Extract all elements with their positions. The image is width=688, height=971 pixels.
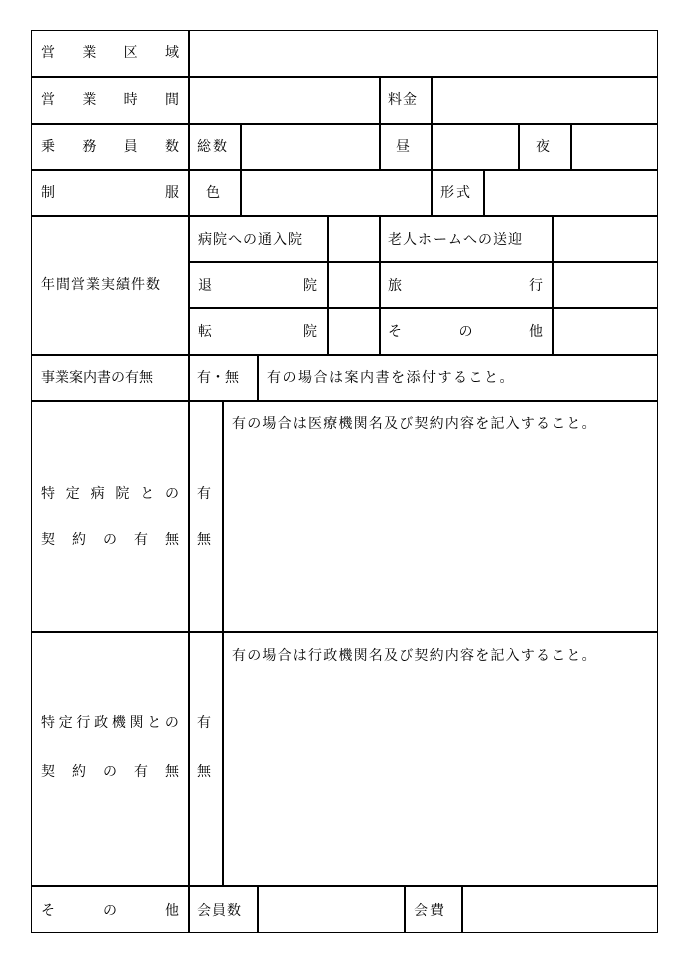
- hospital-contract-label-cell: [31, 401, 189, 632]
- uniform-label-cell: [31, 170, 189, 216]
- crew-day-label: 昼: [396, 139, 410, 155]
- hospital-contract-label-line1: [41, 486, 179, 502]
- label-char: 旅: [388, 278, 402, 294]
- crew-night-field[interactable]: [571, 124, 658, 170]
- label-char: 業: [82, 92, 97, 108]
- uniform-style-label: 形式: [440, 185, 472, 201]
- label-char: 政: [94, 715, 109, 731]
- gov-contract-no[interactable]: 無: [197, 764, 211, 780]
- crew-label-cell: [31, 124, 189, 170]
- results-item-2-left-field[interactable]: [328, 262, 380, 308]
- label-char: の: [164, 486, 179, 502]
- results-item-2-right-field[interactable]: [553, 262, 658, 308]
- label-char: 営: [41, 45, 55, 61]
- other-label: [41, 903, 179, 919]
- uniform-color-label-cell: [189, 170, 241, 216]
- results-item-2-left-label: [198, 278, 317, 294]
- label-char: 約: [72, 764, 86, 780]
- label-char: の: [103, 903, 117, 919]
- label-char: 員: [123, 139, 138, 155]
- label-char: 有: [134, 532, 148, 548]
- brochure-label: 事業案内書の有無: [41, 370, 153, 386]
- hospital-contract-no[interactable]: 無: [197, 532, 211, 548]
- label-char: 区: [123, 45, 138, 61]
- label-char: 退: [198, 278, 212, 294]
- label-char: 他: [529, 324, 543, 340]
- gov-contract-choice-cell[interactable]: [189, 632, 223, 886]
- label-char: 間: [164, 92, 179, 108]
- label-char: 務: [82, 139, 97, 155]
- results-item-3-right-label-cell: [380, 308, 553, 355]
- results-item-3-right-field[interactable]: [553, 308, 658, 355]
- gov-contract-yes[interactable]: 有: [197, 715, 211, 731]
- results-item-1-left-label: 病院への通入院: [198, 232, 303, 248]
- results-item-1-right-label: 老人ホームへの送迎: [388, 232, 523, 248]
- results-item-3-left-label: [198, 324, 317, 340]
- brochure-choice[interactable]: 有・無: [197, 370, 239, 386]
- business-hours-label-cell: [31, 77, 189, 124]
- label-char: 無: [165, 532, 179, 548]
- label-char: 時: [123, 92, 138, 108]
- label-char: 転: [198, 324, 212, 340]
- hospital-contract-label-line2: [41, 532, 179, 548]
- crew-night-label-cell: [519, 124, 571, 170]
- gov-contract-detail-field[interactable]: [223, 632, 658, 886]
- results-item-3-left-field[interactable]: [328, 308, 380, 355]
- results-item-1-left-field[interactable]: [328, 216, 380, 262]
- members-label-cell: [189, 886, 258, 933]
- results-item-1-right-field[interactable]: [553, 216, 658, 262]
- fee-label-cell: [380, 77, 432, 124]
- fee-value-field[interactable]: [432, 77, 658, 124]
- crew-total-label-cell: [189, 124, 241, 170]
- label-char: 特: [41, 715, 55, 731]
- label-char: そ: [41, 903, 55, 919]
- label-char: 業: [82, 45, 97, 61]
- uniform-color-field[interactable]: [241, 170, 432, 216]
- label-char: の: [164, 715, 179, 731]
- business-area-label: [41, 45, 179, 61]
- label-char: 有: [134, 764, 148, 780]
- fee-label: 料金: [388, 92, 418, 108]
- label-char: 他: [165, 903, 179, 919]
- label-char: 機: [111, 715, 126, 731]
- label-char: 契: [41, 532, 55, 548]
- membership-fee-field[interactable]: [462, 886, 658, 933]
- gov-contract-label-line2: [41, 764, 179, 780]
- label-char: 院: [303, 278, 317, 294]
- label-char: と: [147, 715, 162, 731]
- gov-contract-label-line1: [41, 715, 179, 731]
- label-char: 特: [41, 486, 55, 502]
- label-char: 行: [529, 278, 543, 294]
- label-char: 関: [129, 715, 144, 731]
- uniform-style-field[interactable]: [484, 170, 658, 216]
- gov-contract-note: 有の場合は行政機関名及び契約内容を記入すること。: [232, 648, 597, 664]
- business-hours-value-field[interactable]: [189, 77, 380, 124]
- hospital-contract-note: 有の場合は医療機関名及び契約内容を記入すること。: [232, 416, 597, 432]
- crew-night-label: 夜: [536, 139, 550, 155]
- results-item-3-left-label-cell: [189, 308, 328, 355]
- results-item-2-left-label-cell: [189, 262, 328, 308]
- crew-day-field[interactable]: [432, 124, 519, 170]
- results-item-2-right-label-cell: [380, 262, 553, 308]
- other-label-cell: [31, 886, 189, 933]
- brochure-note-cell: [258, 355, 658, 401]
- label-char: 制: [41, 185, 55, 201]
- label-char: 契: [41, 764, 55, 780]
- gov-contract-label-cell: [31, 632, 189, 886]
- label-char: 域: [164, 45, 179, 61]
- results-item-2-right-label: [388, 278, 543, 294]
- label-char: 乗: [41, 139, 55, 155]
- label-char: 約: [72, 532, 86, 548]
- label-char: 院: [303, 324, 317, 340]
- brochure-note: 有の場合は案内書を添付すること。: [267, 370, 515, 386]
- results-item-1-left-label-cell: [189, 216, 328, 262]
- label-char: 定: [58, 715, 73, 731]
- crew-day-label-cell: [380, 124, 432, 170]
- members-label: 会員数: [197, 903, 242, 919]
- uniform-label: [41, 185, 179, 201]
- hospital-contract-choice-cell[interactable]: [189, 401, 223, 632]
- label-char: そ: [388, 324, 402, 340]
- label-char: 数: [164, 139, 179, 155]
- brochure-label-cell: [31, 355, 189, 401]
- label-char: 営: [41, 92, 55, 108]
- business-hours-label: [41, 92, 179, 108]
- business-area-value-field[interactable]: [189, 30, 658, 77]
- membership-fee-label: 会費: [414, 903, 446, 919]
- uniform-style-label-cell: [432, 170, 484, 216]
- business-area-label-cell: [31, 30, 189, 77]
- label-char: 定: [65, 486, 80, 502]
- label-char: の: [103, 532, 117, 548]
- results-item-1-right-label-cell: [380, 216, 553, 262]
- label-char: 院: [115, 486, 130, 502]
- brochure-choice-cell[interactable]: [189, 355, 258, 401]
- members-field[interactable]: [258, 886, 405, 933]
- label-char: と: [140, 486, 155, 502]
- hospital-contract-detail-field[interactable]: [223, 401, 658, 632]
- crew-total-label: 総数: [197, 139, 229, 155]
- label-char: の: [458, 324, 473, 340]
- crew-label: [41, 139, 179, 155]
- label-char: 無: [165, 764, 179, 780]
- results-item-3-right-label: [388, 324, 543, 340]
- membership-fee-label-cell: [405, 886, 462, 933]
- crew-total-field[interactable]: [241, 124, 380, 170]
- annual-results-label-cell: [31, 216, 189, 355]
- hospital-contract-yes[interactable]: 有: [197, 486, 211, 502]
- label-char: 行: [76, 715, 91, 731]
- uniform-color-label: 色: [206, 185, 220, 201]
- label-char: の: [103, 764, 117, 780]
- label-char: 病: [90, 486, 105, 502]
- label-char: 服: [165, 185, 179, 201]
- annual-results-label: 年間営業実績件数: [41, 277, 161, 293]
